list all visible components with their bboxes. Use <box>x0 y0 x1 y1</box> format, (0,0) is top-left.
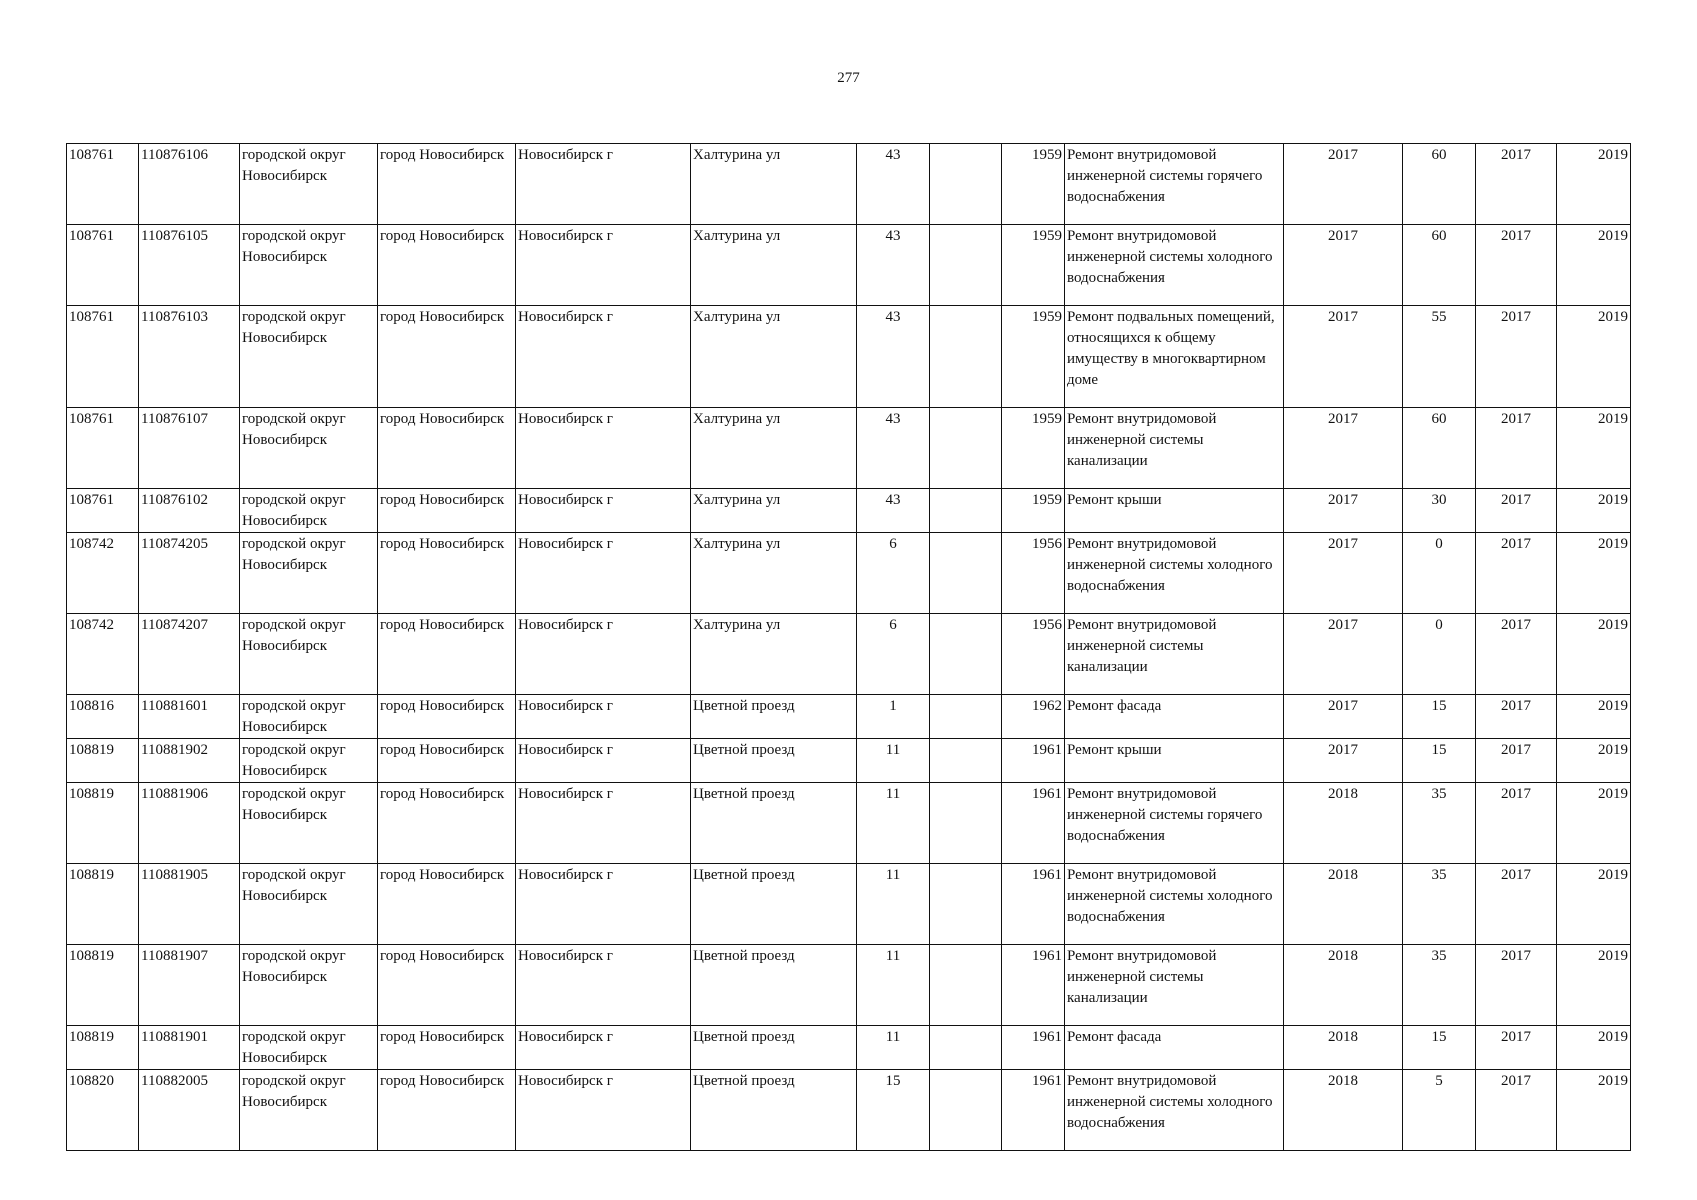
period-end-cell: 2019 <box>1557 144 1631 225</box>
house-number-cell: 43 <box>857 225 930 306</box>
work-id-cell: 110881906 <box>139 783 240 864</box>
district-cell: городской округ Новосибирск <box>240 695 378 739</box>
district-cell: городской округ Новосибирск <box>240 144 378 225</box>
year-built-cell: 1961 <box>1002 1026 1065 1070</box>
work-type-cell: Ремонт крыши <box>1065 739 1284 783</box>
planned-year-cell: 2017 <box>1284 739 1403 783</box>
year-built-cell: 1962 <box>1002 695 1065 739</box>
house-id-cell: 108816 <box>67 695 139 739</box>
period-start-cell: 2017 <box>1476 306 1557 408</box>
planned-year-cell: 2017 <box>1284 533 1403 614</box>
house-id-cell: 108761 <box>67 225 139 306</box>
city-cell: Новосибирск г <box>516 783 691 864</box>
district-cell: городской округ Новосибирск <box>240 533 378 614</box>
wear-percent-cell: 60 <box>1403 144 1476 225</box>
street-cell: Халтурина ул <box>691 144 857 225</box>
house-number-cell: 11 <box>857 864 930 945</box>
planned-year-cell: 2017 <box>1284 695 1403 739</box>
building-cell <box>930 614 1002 695</box>
house-id-cell: 108820 <box>67 1070 139 1151</box>
house-id-cell: 108742 <box>67 533 139 614</box>
house-id-cell: 108761 <box>67 489 139 533</box>
period-start-cell: 2017 <box>1476 408 1557 489</box>
period-end-cell: 2019 <box>1557 489 1631 533</box>
street-cell: Цветной проезд <box>691 945 857 1026</box>
work-type-cell: Ремонт внутридомовой инженерной системы холодного водоснабжения <box>1065 1070 1284 1151</box>
period-end-cell: 2019 <box>1557 945 1631 1026</box>
wear-percent-cell: 35 <box>1403 783 1476 864</box>
period-start-cell: 2017 <box>1476 144 1557 225</box>
city-cell: Новосибирск г <box>516 864 691 945</box>
street-cell: Халтурина ул <box>691 306 857 408</box>
house-number-cell: 1 <box>857 695 930 739</box>
city-cell: Новосибирск г <box>516 225 691 306</box>
work-type-cell: Ремонт подвальных помещений, относящихся к общему имуществу в многоквартирном доме <box>1065 306 1284 408</box>
building-cell <box>930 695 1002 739</box>
period-end-cell: 2019 <box>1557 695 1631 739</box>
house-number-cell: 6 <box>857 614 930 695</box>
street-cell: Халтурина ул <box>691 225 857 306</box>
settlement-type-cell: город Новосибирск <box>378 695 516 739</box>
house-id-cell: 108819 <box>67 739 139 783</box>
planned-year-cell: 2018 <box>1284 945 1403 1026</box>
wear-percent-cell: 60 <box>1403 225 1476 306</box>
planned-year-cell: 2017 <box>1284 306 1403 408</box>
district-cell: городской округ Новосибирск <box>240 864 378 945</box>
street-cell: Цветной проезд <box>691 783 857 864</box>
year-built-cell: 1956 <box>1002 533 1065 614</box>
period-end-cell: 2019 <box>1557 783 1631 864</box>
work-type-cell: Ремонт внутридомовой инженерной системы канализации <box>1065 614 1284 695</box>
district-cell: городской округ Новосибирск <box>240 489 378 533</box>
street-cell: Халтурина ул <box>691 408 857 489</box>
house-number-cell: 11 <box>857 1026 930 1070</box>
building-cell <box>930 533 1002 614</box>
period-end-cell: 2019 <box>1557 306 1631 408</box>
period-end-cell: 2019 <box>1557 864 1631 945</box>
period-end-cell: 2019 <box>1557 614 1631 695</box>
settlement-type-cell: город Новосибирск <box>378 783 516 864</box>
wear-percent-cell: 35 <box>1403 945 1476 1026</box>
house-number-cell: 15 <box>857 1070 930 1151</box>
period-end-cell: 2019 <box>1557 225 1631 306</box>
table-row <box>67 144 1631 225</box>
period-start-cell: 2017 <box>1476 945 1557 1026</box>
building-cell <box>930 739 1002 783</box>
work-id-cell: 110882005 <box>139 1070 240 1151</box>
table-row <box>67 225 1631 306</box>
house-id-cell: 108819 <box>67 945 139 1026</box>
city-cell: Новосибирск г <box>516 144 691 225</box>
period-start-cell: 2017 <box>1476 489 1557 533</box>
year-built-cell: 1961 <box>1002 1070 1065 1151</box>
city-cell: Новосибирск г <box>516 739 691 783</box>
city-cell: Новосибирск г <box>516 945 691 1026</box>
period-end-cell: 2019 <box>1557 1070 1631 1151</box>
settlement-type-cell: город Новосибирск <box>378 614 516 695</box>
work-type-cell: Ремонт внутридомовой инженерной системы холодного водоснабжения <box>1065 225 1284 306</box>
wear-percent-cell: 15 <box>1403 1026 1476 1070</box>
street-cell: Халтурина ул <box>691 489 857 533</box>
year-built-cell: 1956 <box>1002 614 1065 695</box>
building-cell <box>930 408 1002 489</box>
settlement-type-cell: город Новосибирск <box>378 945 516 1026</box>
work-type-cell: Ремонт фасада <box>1065 1026 1284 1070</box>
street-cell: Цветной проезд <box>691 695 857 739</box>
street-cell: Цветной проезд <box>691 1070 857 1151</box>
page-number: 277 <box>837 70 860 86</box>
house-number-cell: 43 <box>857 489 930 533</box>
period-start-cell: 2017 <box>1476 695 1557 739</box>
year-built-cell: 1961 <box>1002 739 1065 783</box>
street-cell: Цветной проезд <box>691 864 857 945</box>
period-end-cell: 2019 <box>1557 739 1631 783</box>
house-number-cell: 11 <box>857 945 930 1026</box>
house-id-cell: 108761 <box>67 408 139 489</box>
work-type-cell: Ремонт внутридомовой инженерной системы канализации <box>1065 945 1284 1026</box>
wear-percent-cell: 5 <box>1403 1070 1476 1151</box>
district-cell: городской округ Новосибирск <box>240 945 378 1026</box>
house-id-cell: 108819 <box>67 1026 139 1070</box>
building-cell <box>930 1070 1002 1151</box>
work-id-cell: 110881905 <box>139 864 240 945</box>
work-id-cell: 110881902 <box>139 739 240 783</box>
table-row <box>67 306 1631 408</box>
wear-percent-cell: 0 <box>1403 533 1476 614</box>
district-cell: городской округ Новосибирск <box>240 783 378 864</box>
settlement-type-cell: город Новосибирск <box>378 1026 516 1070</box>
work-type-cell: Ремонт внутридомовой инженерной системы канализации <box>1065 408 1284 489</box>
period-start-cell: 2017 <box>1476 614 1557 695</box>
district-cell: городской округ Новосибирск <box>240 408 378 489</box>
settlement-type-cell: город Новосибирск <box>378 408 516 489</box>
settlement-type-cell: город Новосибирск <box>378 306 516 408</box>
city-cell: Новосибирск г <box>516 1070 691 1151</box>
work-type-cell: Ремонт крыши <box>1065 489 1284 533</box>
settlement-type-cell: город Новосибирск <box>378 1070 516 1151</box>
district-cell: городской округ Новосибирск <box>240 1070 378 1151</box>
table-row <box>67 533 1631 614</box>
building-cell <box>930 1026 1002 1070</box>
building-cell <box>930 945 1002 1026</box>
work-type-cell: Ремонт внутридомовой инженерной системы горячего водоснабжения <box>1065 783 1284 864</box>
period-end-cell: 2019 <box>1557 533 1631 614</box>
period-start-cell: 2017 <box>1476 739 1557 783</box>
district-cell: городской округ Новосибирск <box>240 1026 378 1070</box>
work-id-cell: 110876105 <box>139 225 240 306</box>
building-cell <box>930 783 1002 864</box>
work-type-cell: Ремонт внутридомовой инженерной системы горячего водоснабжения <box>1065 144 1284 225</box>
house-id-cell: 108761 <box>67 306 139 408</box>
planned-year-cell: 2018 <box>1284 1070 1403 1151</box>
year-built-cell: 1961 <box>1002 783 1065 864</box>
city-cell: Новосибирск г <box>516 408 691 489</box>
house-number-cell: 6 <box>857 533 930 614</box>
table-row <box>67 1070 1631 1151</box>
street-cell: Цветной проезд <box>691 739 857 783</box>
house-id-cell: 108819 <box>67 864 139 945</box>
wear-percent-cell: 15 <box>1403 695 1476 739</box>
table-row <box>67 489 1631 533</box>
period-end-cell: 2019 <box>1557 1026 1631 1070</box>
year-built-cell: 1959 <box>1002 489 1065 533</box>
table-row <box>67 945 1631 1026</box>
settlement-type-cell: город Новосибирск <box>378 489 516 533</box>
period-start-cell: 2017 <box>1476 864 1557 945</box>
work-id-cell: 110881601 <box>139 695 240 739</box>
year-built-cell: 1959 <box>1002 225 1065 306</box>
work-id-cell: 110881907 <box>139 945 240 1026</box>
wear-percent-cell: 15 <box>1403 739 1476 783</box>
wear-percent-cell: 30 <box>1403 489 1476 533</box>
building-cell <box>930 225 1002 306</box>
building-cell <box>930 306 1002 408</box>
house-id-cell: 108742 <box>67 614 139 695</box>
work-id-cell: 110874207 <box>139 614 240 695</box>
period-start-cell: 2017 <box>1476 225 1557 306</box>
year-built-cell: 1959 <box>1002 408 1065 489</box>
street-cell: Халтурина ул <box>691 614 857 695</box>
city-cell: Новосибирск г <box>516 614 691 695</box>
house-number-cell: 11 <box>857 739 930 783</box>
period-start-cell: 2017 <box>1476 783 1557 864</box>
settlement-type-cell: город Новосибирск <box>378 533 516 614</box>
table-row <box>67 614 1631 695</box>
wear-percent-cell: 35 <box>1403 864 1476 945</box>
table-row <box>67 864 1631 945</box>
planned-year-cell: 2017 <box>1284 489 1403 533</box>
house-number-cell: 43 <box>857 144 930 225</box>
work-id-cell: 110874205 <box>139 533 240 614</box>
building-cell <box>930 144 1002 225</box>
district-cell: городской округ Новосибирск <box>240 739 378 783</box>
house-number-cell: 43 <box>857 408 930 489</box>
planned-year-cell: 2017 <box>1284 144 1403 225</box>
house-id-cell: 108819 <box>67 783 139 864</box>
table-row <box>67 783 1631 864</box>
table-row <box>67 695 1631 739</box>
house-number-cell: 43 <box>857 306 930 408</box>
settlement-type-cell: город Новосибирск <box>378 225 516 306</box>
table-row <box>67 1026 1631 1070</box>
work-id-cell: 110876107 <box>139 408 240 489</box>
city-cell: Новосибирск г <box>516 533 691 614</box>
table-row <box>67 739 1631 783</box>
wear-percent-cell: 55 <box>1403 306 1476 408</box>
work-id-cell: 110876102 <box>139 489 240 533</box>
city-cell: Новосибирск г <box>516 489 691 533</box>
planned-year-cell: 2018 <box>1284 1026 1403 1070</box>
district-cell: городской округ Новосибирск <box>240 306 378 408</box>
planned-year-cell: 2018 <box>1284 864 1403 945</box>
settlement-type-cell: город Новосибирск <box>378 144 516 225</box>
period-start-cell: 2017 <box>1476 1026 1557 1070</box>
settlement-type-cell: город Новосибирск <box>378 864 516 945</box>
year-built-cell: 1961 <box>1002 864 1065 945</box>
wear-percent-cell: 0 <box>1403 614 1476 695</box>
planned-year-cell: 2017 <box>1284 225 1403 306</box>
work-id-cell: 110876103 <box>139 306 240 408</box>
work-id-cell: 110881901 <box>139 1026 240 1070</box>
city-cell: Новосибирск г <box>516 695 691 739</box>
settlement-type-cell: город Новосибирск <box>378 739 516 783</box>
year-built-cell: 1959 <box>1002 144 1065 225</box>
district-cell: городской округ Новосибирск <box>240 614 378 695</box>
year-built-cell: 1959 <box>1002 306 1065 408</box>
work-type-cell: Ремонт внутридомовой инженерной системы холодного водоснабжения <box>1065 533 1284 614</box>
house-number-cell: 11 <box>857 783 930 864</box>
street-cell: Халтурина ул <box>691 533 857 614</box>
work-type-cell: Ремонт внутридомовой инженерной системы холодного водоснабжения <box>1065 864 1284 945</box>
work-type-cell: Ремонт фасада <box>1065 695 1284 739</box>
planned-year-cell: 2017 <box>1284 614 1403 695</box>
building-cell <box>930 864 1002 945</box>
period-start-cell: 2017 <box>1476 533 1557 614</box>
city-cell: Новосибирск г <box>516 306 691 408</box>
period-start-cell: 2017 <box>1476 1070 1557 1151</box>
street-cell: Цветной проезд <box>691 1026 857 1070</box>
building-cell <box>930 489 1002 533</box>
city-cell: Новосибирск г <box>516 1026 691 1070</box>
repair-registry-table <box>66 143 1631 1151</box>
district-cell: городской округ Новосибирск <box>240 225 378 306</box>
planned-year-cell: 2018 <box>1284 783 1403 864</box>
wear-percent-cell: 60 <box>1403 408 1476 489</box>
period-end-cell: 2019 <box>1557 408 1631 489</box>
table-row <box>67 408 1631 489</box>
year-built-cell: 1961 <box>1002 945 1065 1026</box>
house-id-cell: 108761 <box>67 144 139 225</box>
planned-year-cell: 2017 <box>1284 408 1403 489</box>
work-id-cell: 110876106 <box>139 144 240 225</box>
